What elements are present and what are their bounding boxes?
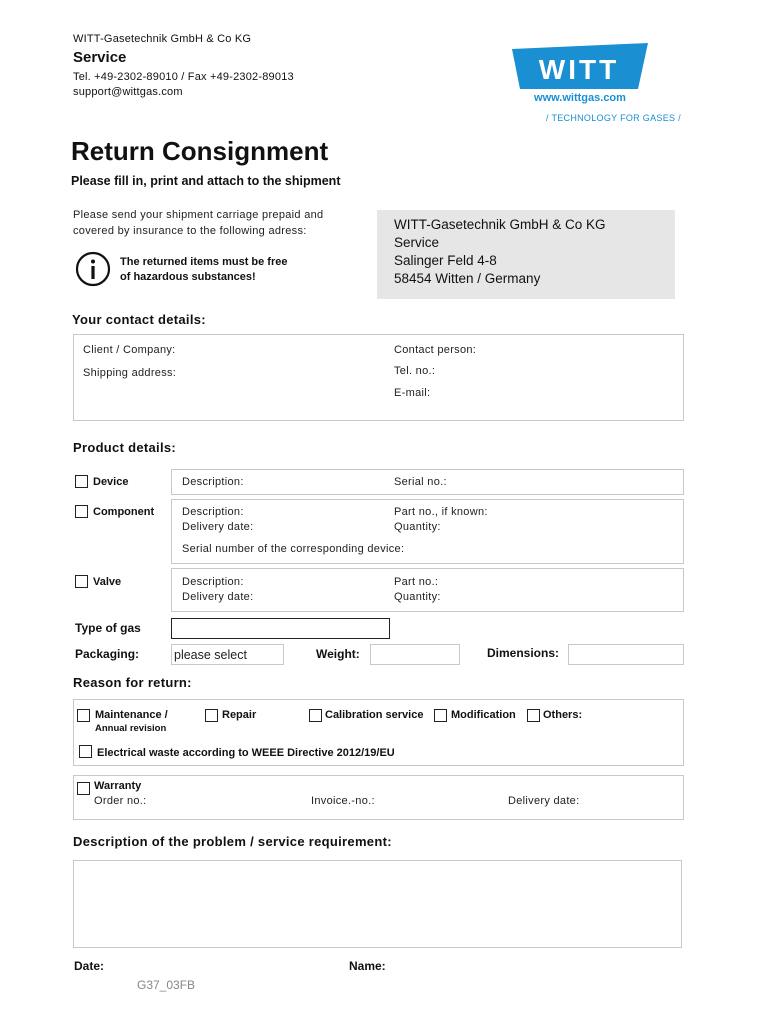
device-checkbox[interactable] xyxy=(75,475,88,488)
valve-label: Valve xyxy=(93,576,122,588)
address-line4: 58454 Witten / Germany xyxy=(394,271,541,286)
tel-label: Tel. no.: xyxy=(394,365,436,377)
repair-label: Repair xyxy=(222,709,257,721)
maintenance-checkbox[interactable] xyxy=(77,709,90,722)
header-tagline: / TECHNOLOGY FOR GASES / xyxy=(546,113,681,123)
warranty-checkbox[interactable] xyxy=(77,782,90,795)
device-serial-label: Serial no.: xyxy=(394,476,447,488)
gas-type-label: Type of gas xyxy=(75,621,141,635)
device-label: Device xyxy=(93,476,129,488)
reason-heading: Reason for return: xyxy=(73,675,192,690)
form-code: G37_03FB xyxy=(137,978,196,992)
header-phone: Tel. +49-2302-89010 / Fax +49-2302-89013 xyxy=(73,71,294,83)
header-company: WITT-Gasetechnik GmbH & Co KG xyxy=(73,33,252,45)
maintenance-label: Maintenance / xyxy=(95,709,168,721)
modification-label: Modification xyxy=(451,709,516,721)
component-description-label: Description: xyxy=(182,506,244,518)
weee-checkbox[interactable] xyxy=(79,745,92,758)
others-label: Others: xyxy=(543,709,583,721)
valve-quantity-label: Quantity: xyxy=(394,591,441,603)
contact-person-label: Contact person: xyxy=(394,344,477,356)
valve-part-label: Part no.: xyxy=(394,576,439,588)
logo-url: www.wittgas.com xyxy=(534,92,626,104)
invoice-no-label: Invoice.-no.: xyxy=(311,795,375,807)
valve-delivery-label: Delivery date: xyxy=(182,591,254,603)
component-serial-label: Serial number of the corresponding device: xyxy=(182,543,405,555)
problem-textarea[interactable] xyxy=(73,860,682,948)
contact-box[interactable] xyxy=(73,334,684,421)
client-label: Client / Company: xyxy=(83,344,176,356)
contact-heading: Your contact details: xyxy=(72,312,206,327)
shipping-label: Shipping address: xyxy=(83,367,177,379)
witt-logo xyxy=(510,43,650,105)
page-title: Return Consignment xyxy=(71,136,329,166)
component-delivery-label: Delivery date: xyxy=(182,521,254,533)
dimensions-input[interactable] xyxy=(568,644,684,665)
page-subtitle: Please fill in, print and attach to the shipment xyxy=(71,174,341,188)
others-checkbox[interactable] xyxy=(527,709,540,722)
order-no-label: Order no.: xyxy=(94,795,147,807)
header-email: support@wittgas.com xyxy=(73,86,183,98)
component-label: Component xyxy=(93,506,155,518)
component-box[interactable] xyxy=(171,499,684,564)
date-label: Date: xyxy=(74,959,105,973)
calibration-checkbox[interactable] xyxy=(309,709,322,722)
address-line3: Salinger Feld 4-8 xyxy=(394,253,497,268)
device-box[interactable] xyxy=(171,469,684,495)
warranty-delivery-label: Delivery date: xyxy=(508,795,580,807)
problem-heading: Description of the problem / service requirement: xyxy=(73,834,392,849)
packaging-select[interactable] xyxy=(171,644,284,665)
address-line1: WITT-Gasetechnik GmbH & Co KG xyxy=(394,217,606,232)
packaging-value: please select xyxy=(174,648,247,662)
warning-line1: The returned items must be free xyxy=(120,256,288,268)
valve-description-label: Description: xyxy=(182,576,244,588)
logo-text: WITT xyxy=(538,54,620,85)
repair-checkbox[interactable] xyxy=(205,709,218,722)
modification-checkbox[interactable] xyxy=(434,709,447,722)
address-line2: Service xyxy=(394,235,440,250)
dimensions-label: Dimensions: xyxy=(487,646,560,660)
header-department: Service xyxy=(73,49,127,66)
component-checkbox[interactable] xyxy=(75,505,88,518)
instructions-line2: covered by insurance to the following adress: xyxy=(73,225,307,237)
weight-input[interactable] xyxy=(370,644,460,665)
component-part-label: Part no., if known: xyxy=(394,506,488,518)
name-label: Name: xyxy=(349,959,386,973)
product-heading: Product details: xyxy=(73,440,177,455)
maintenance-sublabel: Annual revision xyxy=(95,723,167,734)
instructions-line1: Please send your shipment carriage prepaid and xyxy=(73,209,324,221)
component-quantity-label: Quantity: xyxy=(394,521,441,533)
valve-checkbox[interactable] xyxy=(75,575,88,588)
device-description-label: Description: xyxy=(182,476,244,488)
warranty-label: Warranty xyxy=(94,780,142,792)
address-box xyxy=(377,210,675,299)
weee-label: Electrical waste according to WEEE Directive 2012/19/EU xyxy=(97,747,395,759)
email-label: E-mail: xyxy=(394,387,431,399)
valve-box[interactable] xyxy=(171,568,684,612)
weight-label: Weight: xyxy=(316,647,360,661)
gas-type-input[interactable] xyxy=(171,618,390,639)
warning-line2: of hazardous substances! xyxy=(120,271,256,283)
info-icon xyxy=(75,251,111,287)
warranty-box xyxy=(73,775,684,820)
packaging-label: Packaging: xyxy=(75,647,140,661)
calibration-label: Calibration service xyxy=(325,709,424,721)
